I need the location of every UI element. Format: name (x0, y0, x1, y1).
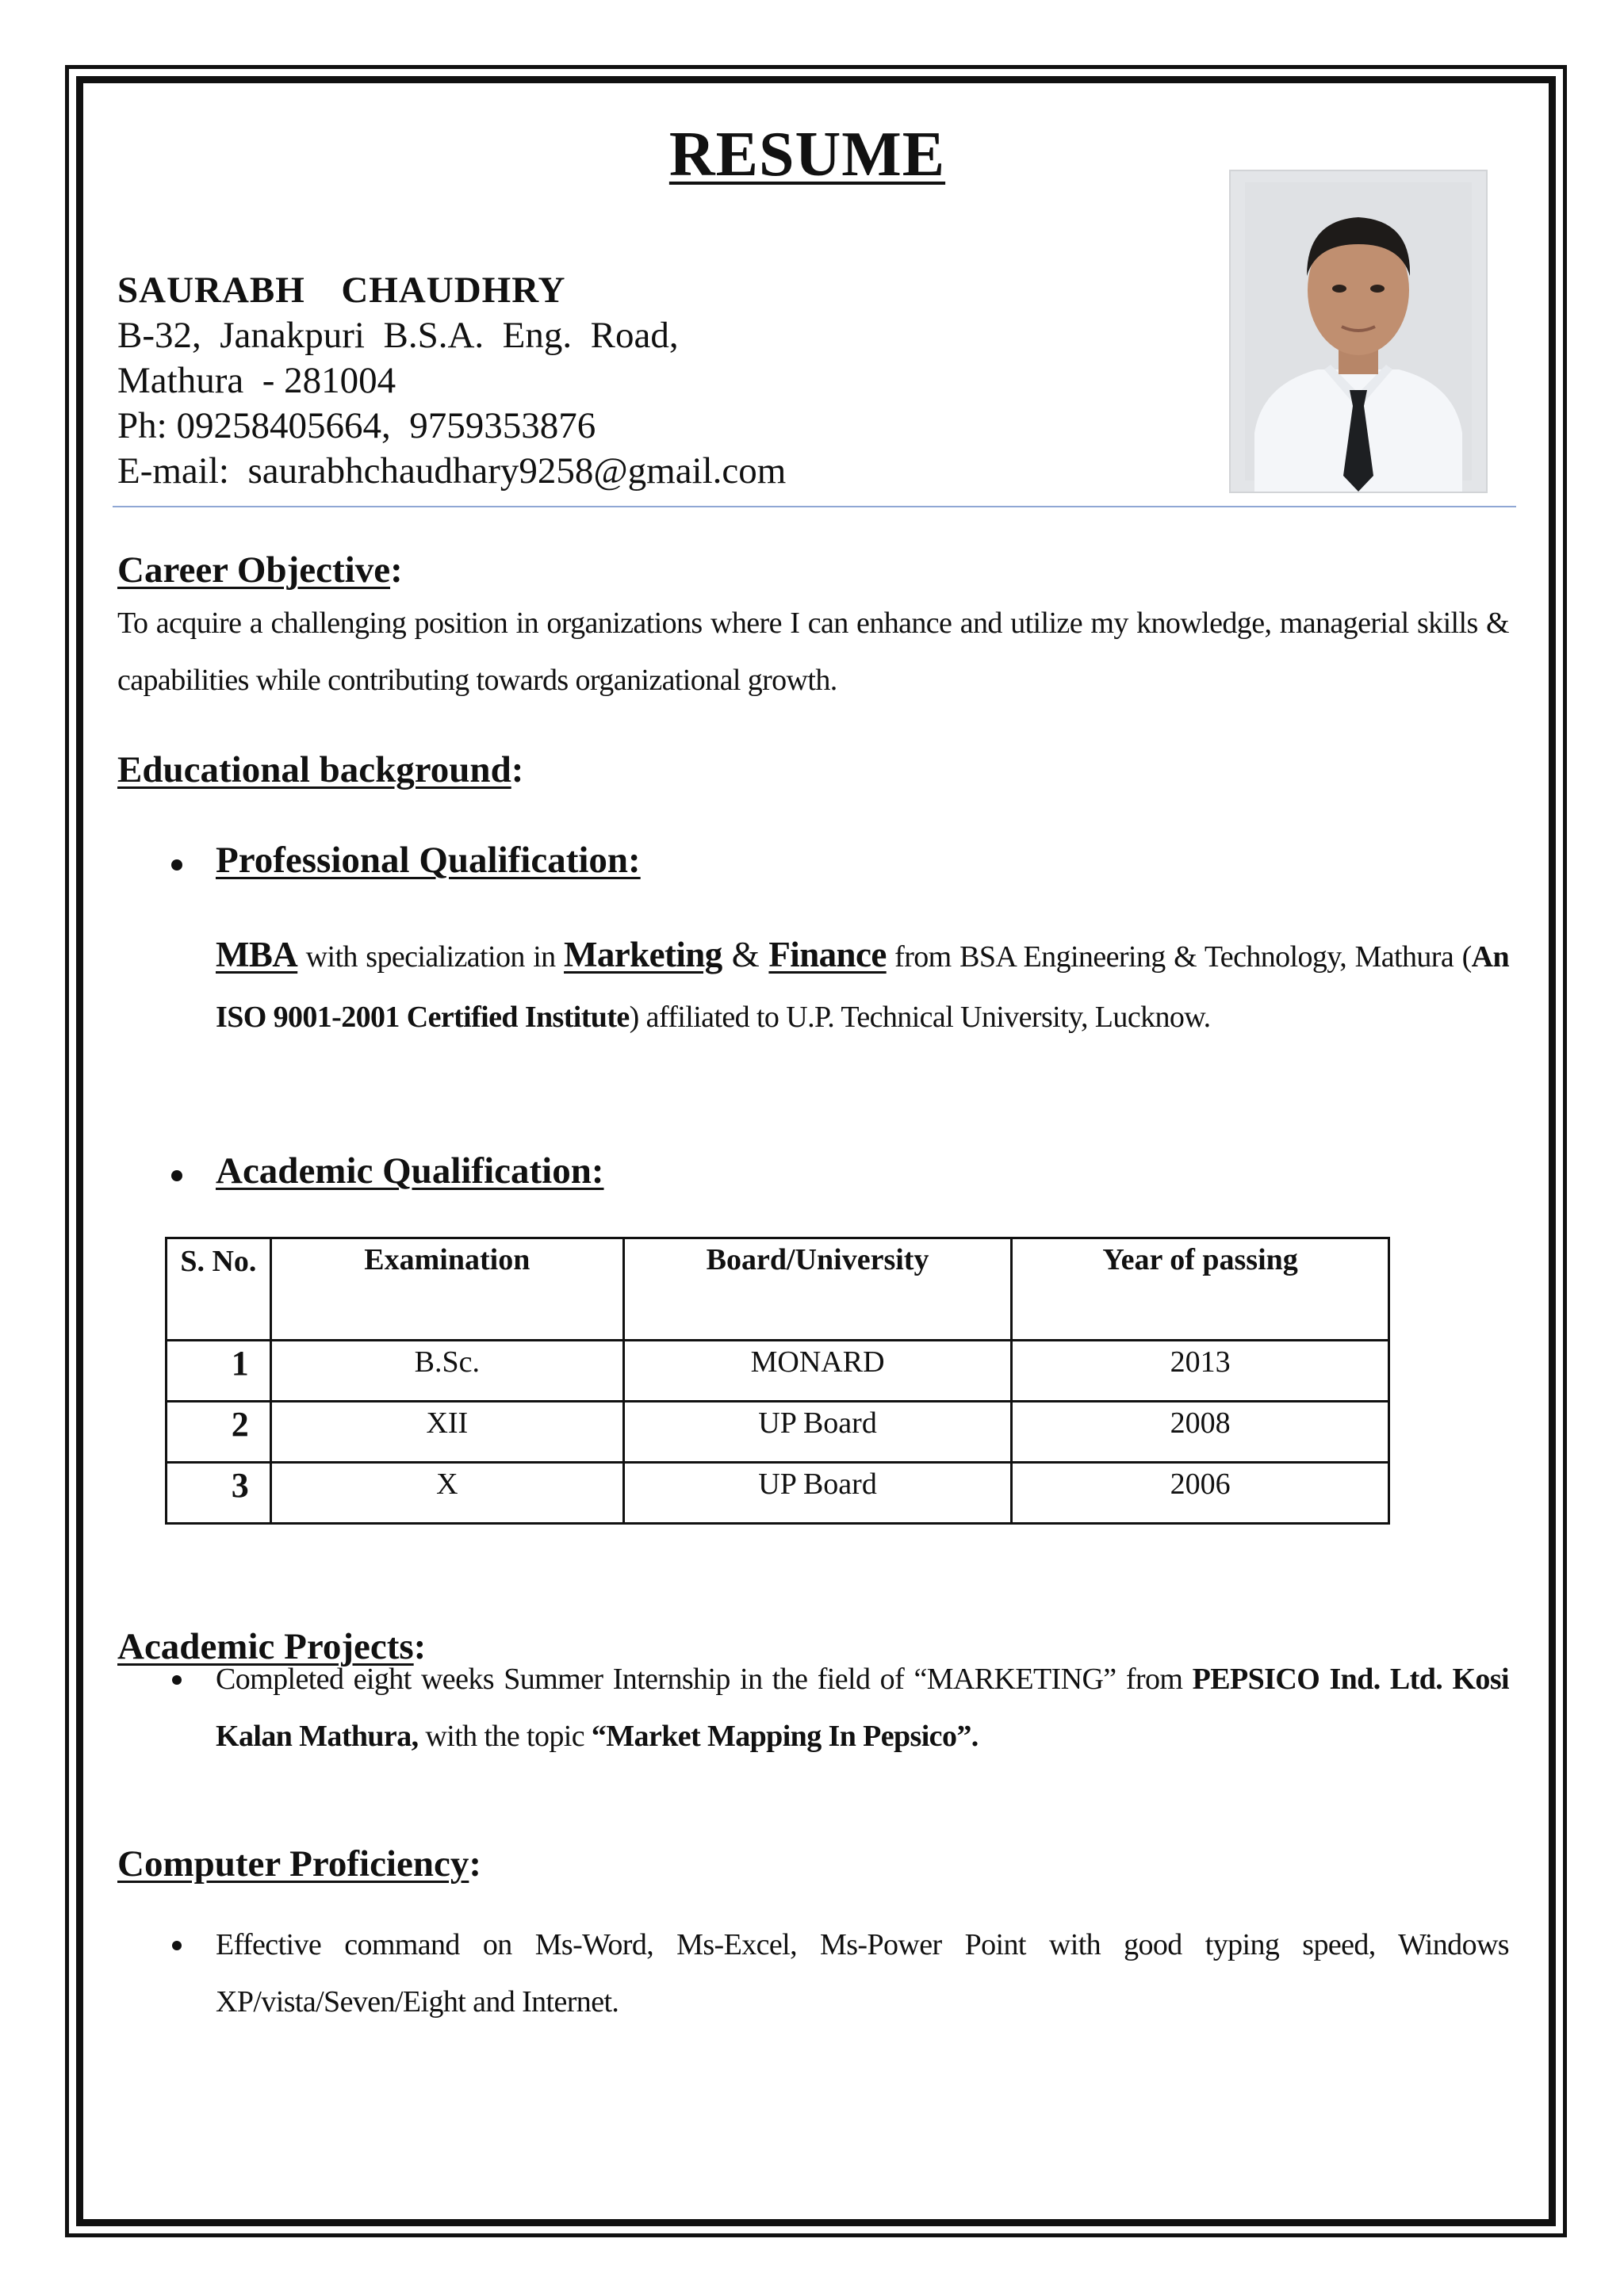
project-text (216, 1651, 1509, 1765)
column-header: Year of passing (1012, 1238, 1389, 1341)
academic-qualification-heading (216, 1150, 604, 1192)
projects-colon: : (413, 1626, 427, 1667)
table-header-row (167, 1238, 1389, 1341)
education-heading (117, 748, 523, 791)
candidate-name: SAURABH CHAUDHRY (117, 270, 566, 311)
career-objective-heading (117, 549, 403, 591)
serial-number-cell: 3 (167, 1463, 271, 1524)
serial-number-cell: 2 (167, 1402, 271, 1463)
career-objective-label: Career Objective (117, 549, 391, 591)
email-line: E-mail: saurabhchaudhary9258@gmail.com (117, 450, 787, 492)
table-row (167, 1341, 1389, 1402)
professional-qualification-label: Professional Qualification: (216, 840, 641, 881)
academic-qualification-label: Academic Qualification: (216, 1150, 604, 1192)
project-topic: “Market Mapping In Pepsico”. (591, 1720, 979, 1753)
computer-bullet (172, 1941, 182, 1950)
board-cell: UP Board (623, 1402, 1011, 1463)
project-text-1: Completed eight weeks Summer Internship in the field of “MARKETING” from (216, 1663, 1193, 1696)
year-cell: 2006 (1012, 1463, 1389, 1524)
specialization-2: Finance (768, 935, 887, 974)
project-bullet (172, 1675, 182, 1685)
professional-qualification-text (216, 924, 1509, 1047)
career-objective-text: To acquire a challenging position in organizations where I can enhance and utilize my knowledge, managerial skills & capabilities while contributing towards organizational growth. (117, 607, 1509, 697)
profile-photo (1229, 170, 1488, 493)
computer-proficiency-heading (117, 1843, 481, 1885)
projects-label: Academic Projects (117, 1626, 414, 1667)
computer-proficiency-text: Effective command on Ms-Word, Ms-Excel, Ms-Power Point with good typing speed, Windows XP/vista/Seven/Eight and Internet. (216, 1928, 1509, 2019)
computer-proficiency-colon: : (469, 1843, 482, 1885)
table-row (167, 1463, 1389, 1524)
academic-qualification-table (165, 1237, 1390, 1525)
profile-photo-illustration (1231, 171, 1486, 492)
year-cell: 2008 (1012, 1402, 1389, 1463)
project-company: PEPSICO Ind. Ltd. Kosi Kalan Mathura, (216, 1663, 1509, 1753)
table-row (167, 1402, 1389, 1463)
education-colon: : (511, 749, 524, 790)
specialization-separator: & (722, 935, 769, 974)
education-label: Educational background (117, 749, 511, 790)
phone-line: Ph: 09258405664, 9759353876 (117, 405, 596, 446)
institute-certification: An ISO 9001-2001 Certified Institute (216, 940, 1510, 1034)
year-cell: 2013 (1012, 1341, 1389, 1402)
specialization-1: Marketing (564, 935, 722, 974)
professional-qualification-heading (216, 839, 641, 882)
career-objective-colon: : (390, 549, 403, 591)
address-line-1: B-32, Janakpuri B.S.A. Eng. Road, (117, 315, 679, 356)
resume-title: RESUME (668, 120, 946, 189)
header-divider (113, 506, 1516, 507)
examination-cell: B.Sc. (270, 1341, 623, 1402)
project-text-2: with the topic (418, 1720, 592, 1753)
board-cell: UP Board (623, 1463, 1011, 1524)
column-header: Examination (270, 1238, 623, 1341)
column-header: S. No. (167, 1238, 271, 1341)
degree-text-2: from BSA Engineering & Technology, Mathura ( (886, 940, 1472, 974)
address-line-2: Mathura - 281004 (117, 360, 396, 401)
examination-cell: XII (270, 1402, 623, 1463)
serial-number-cell: 1 (167, 1341, 271, 1402)
contact-block (117, 268, 786, 494)
column-header: Board/University (623, 1238, 1011, 1341)
academic-bullet (171, 1170, 182, 1181)
professional-bullet (171, 859, 182, 871)
examination-cell: X (270, 1463, 623, 1524)
computer-proficiency-label: Computer Proficiency (117, 1843, 469, 1885)
degree-text-3: ) affiliated to U.P. Technical University, Lucknow. (629, 1001, 1211, 1034)
board-cell: MONARD (623, 1341, 1011, 1402)
degree-name: MBA (216, 935, 298, 974)
degree-text-1: with specialization in (297, 940, 565, 974)
